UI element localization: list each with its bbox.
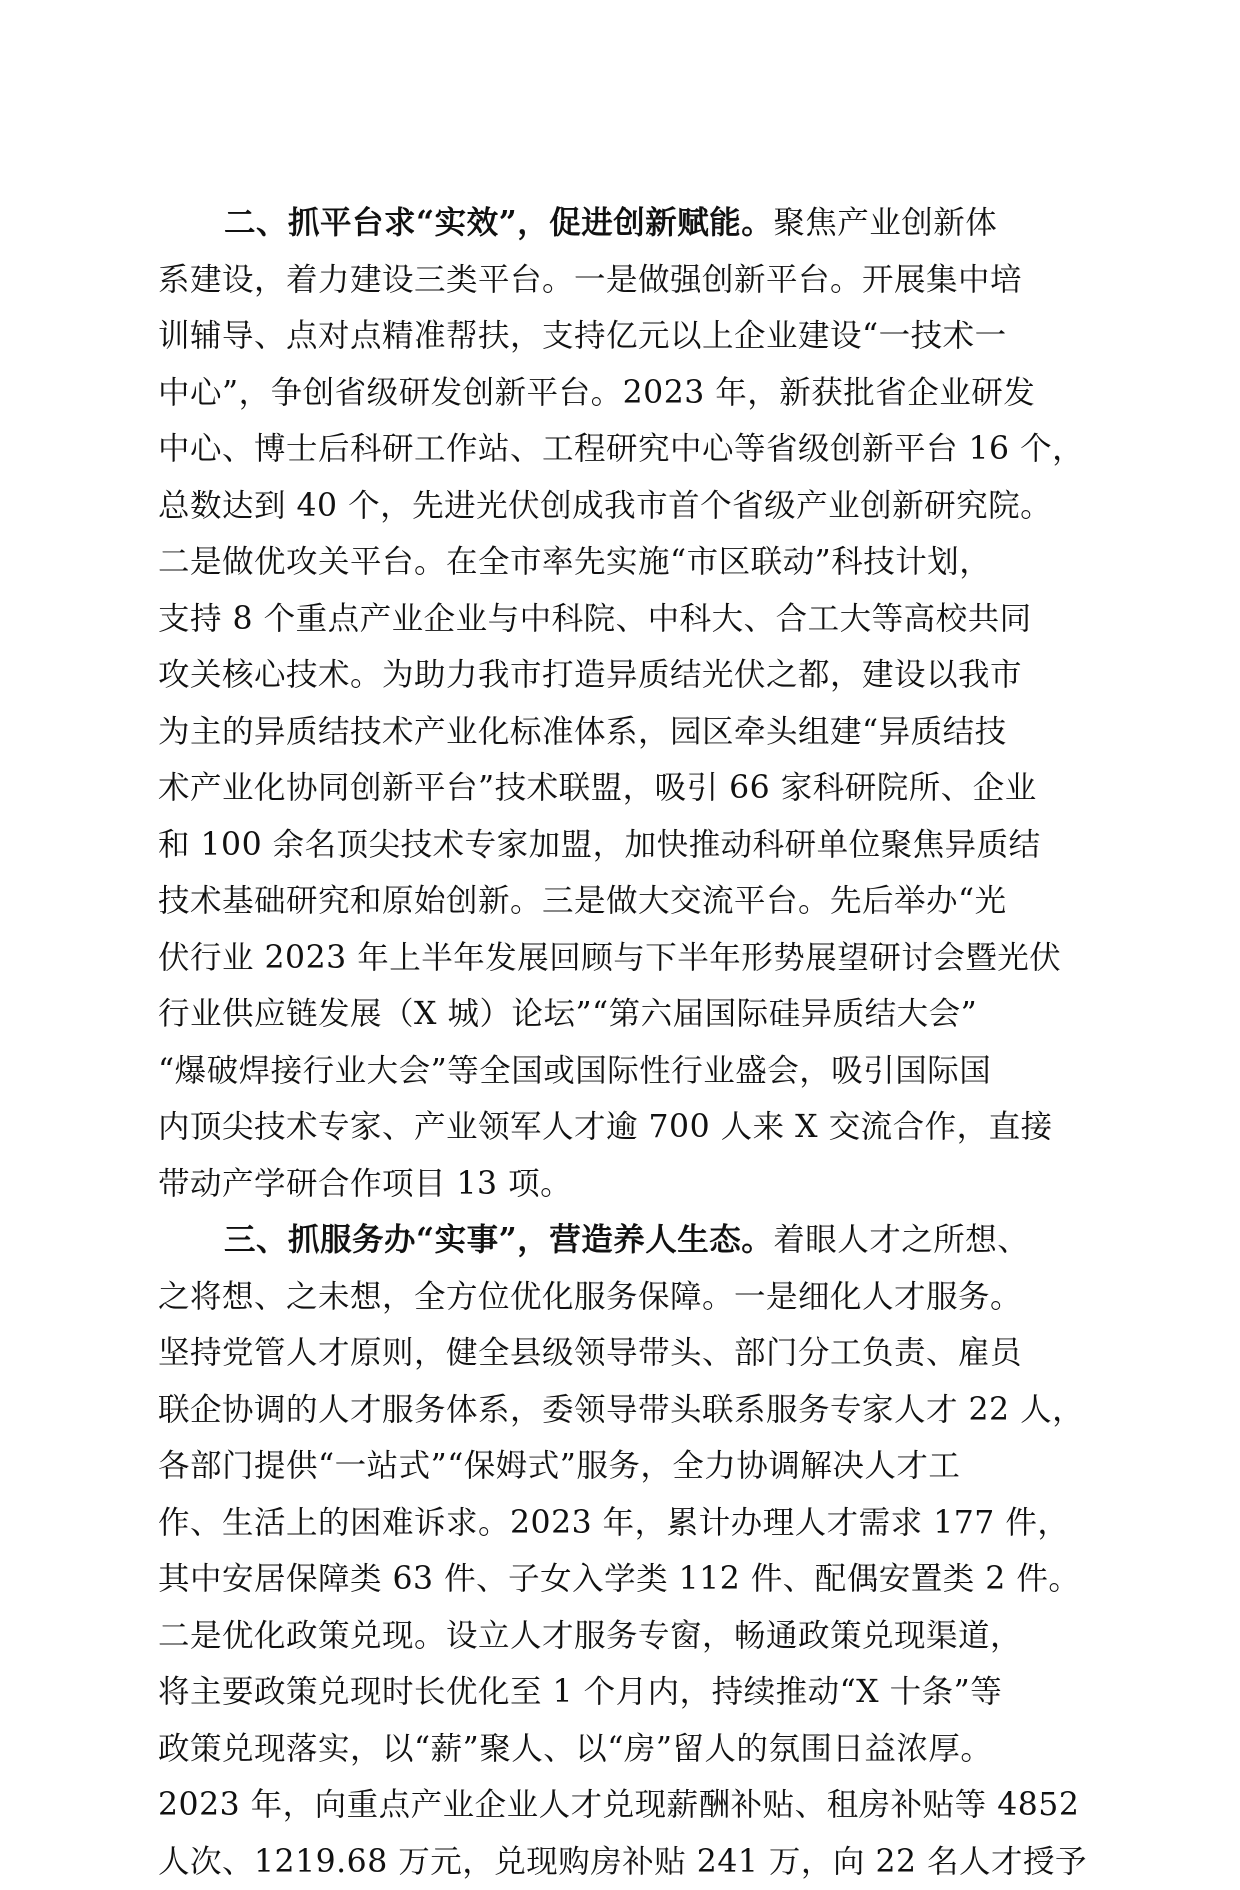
section2-line-14: 行业供应链发展（X 城）论坛”“第六届国际硅异质结大会”	[158, 986, 1088, 1043]
section3-line-0: 着眼人才之所想、	[773, 1222, 1029, 1258]
section3-heading: 三、抓服务办“实事”，营造养人生态。	[224, 1221, 773, 1258]
section3-line-6: 其中安居保障类 63 件、子女入学类 112 件、配偶安置类 2 件。	[158, 1551, 1088, 1608]
section2-heading: 二、抓平台求“实效”，促进创新赋能。	[224, 204, 773, 241]
section2-line-17: 带动产学研合作项目 13 项。	[158, 1156, 1088, 1213]
section3-line-8: 将主要政策兑现时长优化至 1 个月内，持续推动“X 十条”等	[158, 1664, 1088, 1721]
section2-line-12: 技术基础研究和原始创新。三是做大交流平台。先后举办“光	[158, 873, 1088, 930]
section2-line-3: 中心”，争创省级研发创新平台。2023 年，新获批省企业研发	[158, 365, 1088, 422]
section2-first-line	[158, 195, 1088, 252]
section2-line-7: 支持 8 个重点产业企业与中科院、中科大、合工大等高校共同	[158, 591, 1088, 648]
section2-line-4: 中心、博士后科研工作站、工程研究中心等省级创新平台 16 个，	[158, 421, 1088, 478]
section3-line-9: 政策兑现落实，以“薪”聚人、以“房”留人的氛围日益浓厚。	[158, 1721, 1088, 1778]
section2-line-0: 聚焦产业创新体	[773, 205, 997, 241]
section3-line-4: 各部门提供“一站式”“保姆式”服务，全力协调解决人才工	[158, 1438, 1088, 1495]
section2-line-11: 和 100 余名顶尖技术专家加盟，加快推动科研单位聚焦异质结	[158, 817, 1088, 874]
section2-line-16: 内顶尖技术专家、产业领军人才逾 700 人来 X 交流合作，直接	[158, 1099, 1088, 1156]
section3-line-10: 2023 年，向重点产业企业人才兑现薪酬补贴、租房补贴等 4852	[158, 1777, 1088, 1834]
section3-line-11: 人次、1219.68 万元，兑现购房补贴 241 万，向 22 名人才授予	[158, 1834, 1088, 1890]
section2-line-10: 术产业化协同创新平台”技术联盟，吸引 66 家科研院所、企业	[158, 760, 1088, 817]
section2-line-6: 二是做优攻关平台。在全市率先实施“市区联动”科技计划，	[158, 534, 1088, 591]
section2-line-5: 总数达到 40 个，先进光伏创成我市首个省级产业创新研究院。	[158, 478, 1088, 535]
section3-line-5: 作、生活上的困难诉求。2023 年，累计办理人才需求 177 件，	[158, 1495, 1088, 1552]
section2-line-2: 训辅导、点对点精准帮扶，支持亿元以上企业建设“一技术一	[158, 308, 1088, 365]
document-body	[158, 195, 1088, 1890]
section2-line-13: 伏行业 2023 年上半年发展回顾与下半年形势展望研讨会暨光伏	[158, 930, 1088, 987]
section3-line-7: 二是优化政策兑现。设立人才服务专窗，畅通政策兑现渠道，	[158, 1608, 1088, 1665]
section2-line-8: 攻关核心技术。为助力我市打造异质结光伏之都，建设以我市	[158, 647, 1088, 704]
section3-line-2: 坚持党管人才原则，健全县级领导带头、部门分工负责、雇员	[158, 1325, 1088, 1382]
section3-first-line	[158, 1212, 1088, 1269]
section2-line-1: 系建设，着力建设三类平台。一是做强创新平台。开展集中培	[158, 252, 1088, 309]
section2-line-15: “爆破焊接行业大会”等全国或国际性行业盛会，吸引国际国	[158, 1043, 1088, 1100]
section3-line-3: 联企协调的人才服务体系，委领导带头联系服务专家人才 22 人，	[158, 1382, 1088, 1439]
section2-line-9: 为主的异质结技术产业化标准体系，园区牵头组建“异质结技	[158, 704, 1088, 761]
section3-line-1: 之将想、之未想，全方位优化服务保障。一是细化人才服务。	[158, 1269, 1088, 1326]
